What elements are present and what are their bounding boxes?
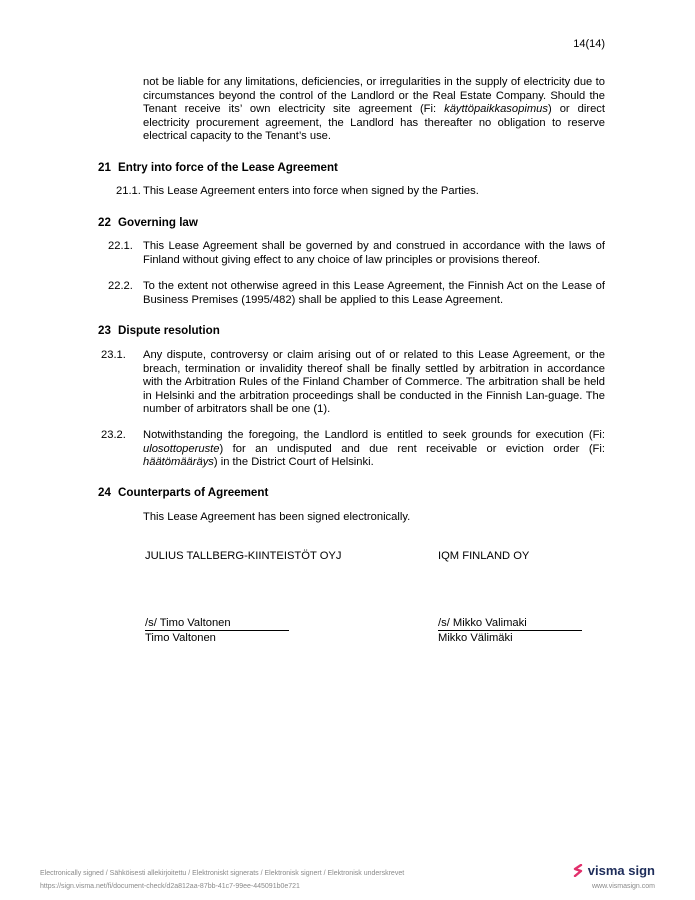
clause-22-1: 22.1. This Lease Agreement shall be governed by and construed in accordance with the laws of Finland without giving effect to any choice of law principles or provisions thereof. bbox=[108, 240, 605, 266]
signatory-2-name: Mikko Välimäki bbox=[438, 632, 513, 644]
clause-22-2: 22.2. To the extent not otherwise agreed in this Lease Agreement, the Finnish Act on the Lease of Business Premises (1995/482) shall be applied to this Lease Agreement. bbox=[108, 280, 605, 306]
signatory-1-name: Timo Valtonen bbox=[145, 632, 216, 644]
footer-signature-note: Electronically signed / Sähköisesti allekirjoitettu / Elektroniskt signerats / Elektronisk signert / Elektronisk underskrevet bbox=[40, 870, 405, 877]
section-24-text: This Lease Agreement has been signed electronically. bbox=[143, 511, 411, 523]
footer-site-link[interactable]: www.vismasign.com bbox=[591, 883, 655, 890]
signature-line-1: /s/ Timo Valtonen bbox=[145, 617, 289, 631]
footer-document-check-url: https://sign.visma.net/fi/document-check/d2a812aa-87bb-41c7-99ee-445091b0e721 bbox=[40, 883, 300, 890]
section-23-heading: 23 Dispute resolution bbox=[98, 324, 220, 337]
clause-23-1: 23.1. Any dispute, controversy or claim arising out of or related to this Lease Agreement, or the breach, termination or invalidity thereof shall be finally settled by arbitration in accordance with the Arbitration Rules of the Finland Chamber of Commerce. The arbitration shall be held in Helsinki and the arbitration proceedings shall be conducted in the Finnish Lan-guage. The number of arbitrators shall be one (1). bbox=[101, 349, 605, 416]
clause-21-1: 21.1. This Lease Agreement enters into force when signed by the Parties. bbox=[116, 185, 479, 197]
section-21-heading: 21 Entry into force of the Lease Agreement bbox=[98, 161, 338, 174]
visma-logo-icon bbox=[572, 864, 584, 877]
party-1-name: JULIUS TALLBERG-KIINTEISTÖT OYJ bbox=[145, 550, 342, 562]
signature-line-2: /s/ Mikko Valimaki bbox=[438, 617, 582, 631]
intro-paragraph: not be liable for any limitations, deficiencies, or irregularities in the supply of electricity due to circumstances beyond the control of the Landlord or the Real Estate Company. Should the Tenant receive its’ own electricity site agreement (Fi: käyttöpaikkasopimus) or direct electricity procurement agreement, the Landlord has thereafter no obligation to reserve electrical capacity to the Tenant’s use. bbox=[143, 76, 605, 143]
section-24-heading: 24 Counterparts of Agreement bbox=[98, 486, 269, 499]
page-number: 14(14) bbox=[573, 38, 605, 50]
clause-23-2: 23.2. Notwithstanding the foregoing, the Landlord is entitled to seek grounds for execution (Fi: ulosottoperuste) for an undisputed and due rent receivable or eviction order (Fi: häätömääräys) in the District Court of Helsinki. bbox=[101, 429, 605, 469]
party-2-name: IQM FINLAND OY bbox=[438, 550, 530, 562]
visma-sign-logo: visma sign bbox=[572, 863, 655, 878]
section-22-heading: 22 Governing law bbox=[98, 216, 198, 229]
